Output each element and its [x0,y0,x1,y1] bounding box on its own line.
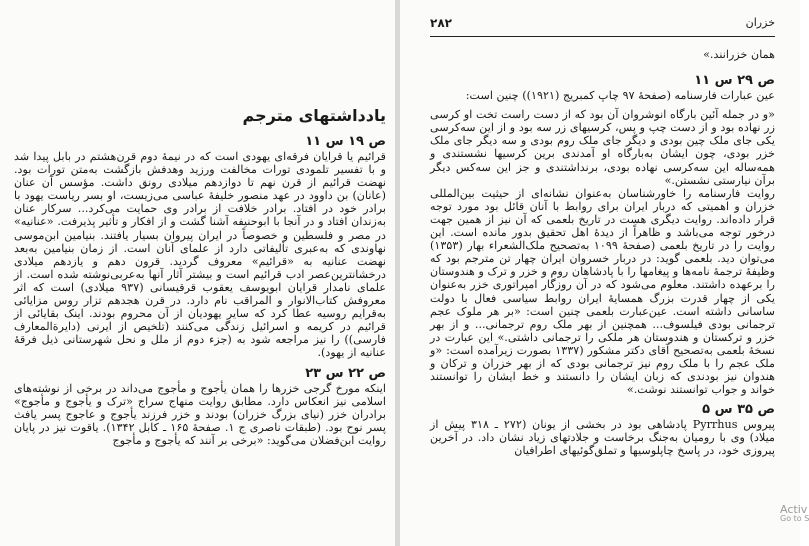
section-body: قرائیم یا قرایان فرقه‌ای یهودی است که در نیمهٔ دوم قرن‌هشتم در بابل پیدا شد و با تفسیر تلمودی تورات مخالفت ورزید وهدفش بازگشت به‌متن تورات بود. نهضت قرائیم از قرن نهم تا دوازدهم میلادی رونق داشت. مؤسس آن عنان (عانان) بن داوود در عهد منصور خلیفهٔ عباسی می‌زیست، او بسر ریاست یهود با برادر خود در افتاد. برادر خلافت از برادر وی حمایت می‌کرد... سرکار عنان به‌زندان افتاد و در آنجا با ابوحنیفه آشنا گشت و از افکار و تأثیر پذیرفت. «عنانیه» در مصر و فلسطین و خصوصاً در ایران پیروان بسیار یافتند. بنیامین ابن‌موسی نهاوندی که به‌عبری تألیفاتی دارد از علمای آنان است. از زمان بنیامین به‌بعد نهضت عنانیه به «قرائیم» معروف گردید. قرون دهم و یازدهم میلادی درخشانترین‌عصر ادب قرائیم است و بیشتر آثار آنها به‌عربی‌نوشته شده است. از علمای نامدار قرایان ابویوسف یعقوب قرقیسانی (۹۳۷ میلادی) است که اثر معروفش کتاب‌الانوار و المراقب نام دارد. در قرن هجدهم تزار روس مزایائی به‌قرایم روسیه عطا کرد که سایر یهودیان از آن محروم بودند. اینک بقایائی از قرائیم در کریمه و اسرائیل زندگی می‌کنند (تلخیص از ایرنی (دایرة‌المعارف فارسی)) را نیز مراجعه شود به (جزء دوم از ملل و نحل شهرستانی ذیل فرقهٔ عنانیه از یهود). [14,150,386,360]
quote-block: «و در جمله آئین بارگاه انوشروان آن بود که از دست راست تخت او کرسی زر نهاده بود و از دست چپ و پس، کرسیهای زر سه بود و از این سه‌کرسی یکی جای ملک چین بودی و دیگر جای ملک روم بودی و سه دیگر جای ملک خزر بودی، چون ایشان به‌بارگاه او آمدندی برین کرسیها نشستندی و همه‌ساله این سه‌کرسی نهاده بودی، برنداشتندی و جز این سه‌کس دیگر برآن نیارستی نشستن.» [430,108,775,187]
section-lead: عین عبارات فارسنامه (صفحهٔ ۹۷ چاپ کمبریج (۱۹۲۱)) چنین است: [465,89,775,103]
page-title: یادداشتهای مترجم [242,106,386,125]
left-text-column [14,0,386,447]
section-body: روایت فارسنامه را خاورشناسان به‌عنوان نشانه‌ای از حیثیت بین‌المللی خزران و اهمیتی که دربار ایران برای روابط با آنان قائل بود مورد توجه قرار داده‌اند. روایت دیگری هست در تاریخ بلعمی که آن نیز از همین جهت درخور توجه می‌باشد و ظاهراً از دیدهٔ اهل تحقیق بدور مانده است. این روایت را در تاریخ بلعمی (صفحهٔ ۱۰۹۹ به‌تصحیح ملک‌الشعراء بهار (۱۳۵۳) می‌توان دید. بلعمی گوید: در دربار خسروان ایران چهار تن مترجم بود که وظیفهٔ ترجمهٔ نامه‌ها و پیغامها را با پادشاهان روم و خزر و ترک و هندوستان را برعهده داشتند. معلوم می‌شود که در آن روزگار امپراتوری خزر به‌عنوان یکی از چهار قدرت بزرگ همسایهٔ ایران روابط سیاسی فعال با دولت ساسانی داشته است. عین‌عبارت بلعمی چنین است: «بر هر ملوک عجم ترجمانی بودی فیلسوف... همچنین از بهر ملک روم ترجمانی... و از بهر خزر و ترکستان و هندوستان هر ملکی را ترجمانی داشتی.» این عبارت در نسخهٔ بلعمی به‌تصحیح آقای دکتر مشکور (۱۳۳۷ بصورت زیرآمده است: «و ملک عجم را با ملک روم نیز ترجمانی بودی که از بهر خزران و ترکان و هندوان نیز بودندی که زبان ایشان را دانستند و خط ایشان را توانستند خواند و جواب توانستند نوشت.» [430,186,775,397]
section-body: پیروس Pyrrhus پادشاهی بود در بخشی از یونان (۲۷۲ ـ ۳۱۸ پیش از میلاد) وی با رومیان به‌جنگ برخاست و جلادتهای زیاد نشان داد. در آخرین پیروزی خود، در پاسخ چاپلوسیها و تملق‌گوئیهای اطرافیان [430,418,775,458]
section-heading: ص ۱۹ س ۱۱ [305,134,386,149]
section-body: اینکه مورخ گرجی خزرها را همان یأجوج و مأجوج می‌داند در برخی از نوشته‌های اسلامی نیز انعکاس دارد. مطابق روایت منهاج سراج «ترک و یأجوج و مأجوج» برادران خزر (نیای بزرگ خزران) بودند و خزر فرزند یأجوج و عاجوج پسر یافث پسر نوح بود. (طبقات ناصری ج ۱. صفحهٔ ۱۶۵ ـ کابل ۱۳۴۲). یاقوت نیز در پایان روایت ابن‌فضلان می‌گوید: «برخی بر آنند که یأجوج و مأجوج [14,381,386,447]
section-heading: ص ۲۹ س ۱۱ [694,73,775,89]
right-page [400,0,809,546]
left-page [0,0,395,546]
activation-watermark: Activ Go to S [780,503,809,523]
page-number: ۲۸۲ [430,16,452,30]
right-text-column [430,0,775,458]
section-heading: ص ۲۲ س ۲۳ [305,365,386,381]
intro-line: همان خزرانند.» [703,48,775,61]
running-title: خزران [745,16,775,29]
section-heading: ص ۳۵ س ۵ [702,402,775,418]
